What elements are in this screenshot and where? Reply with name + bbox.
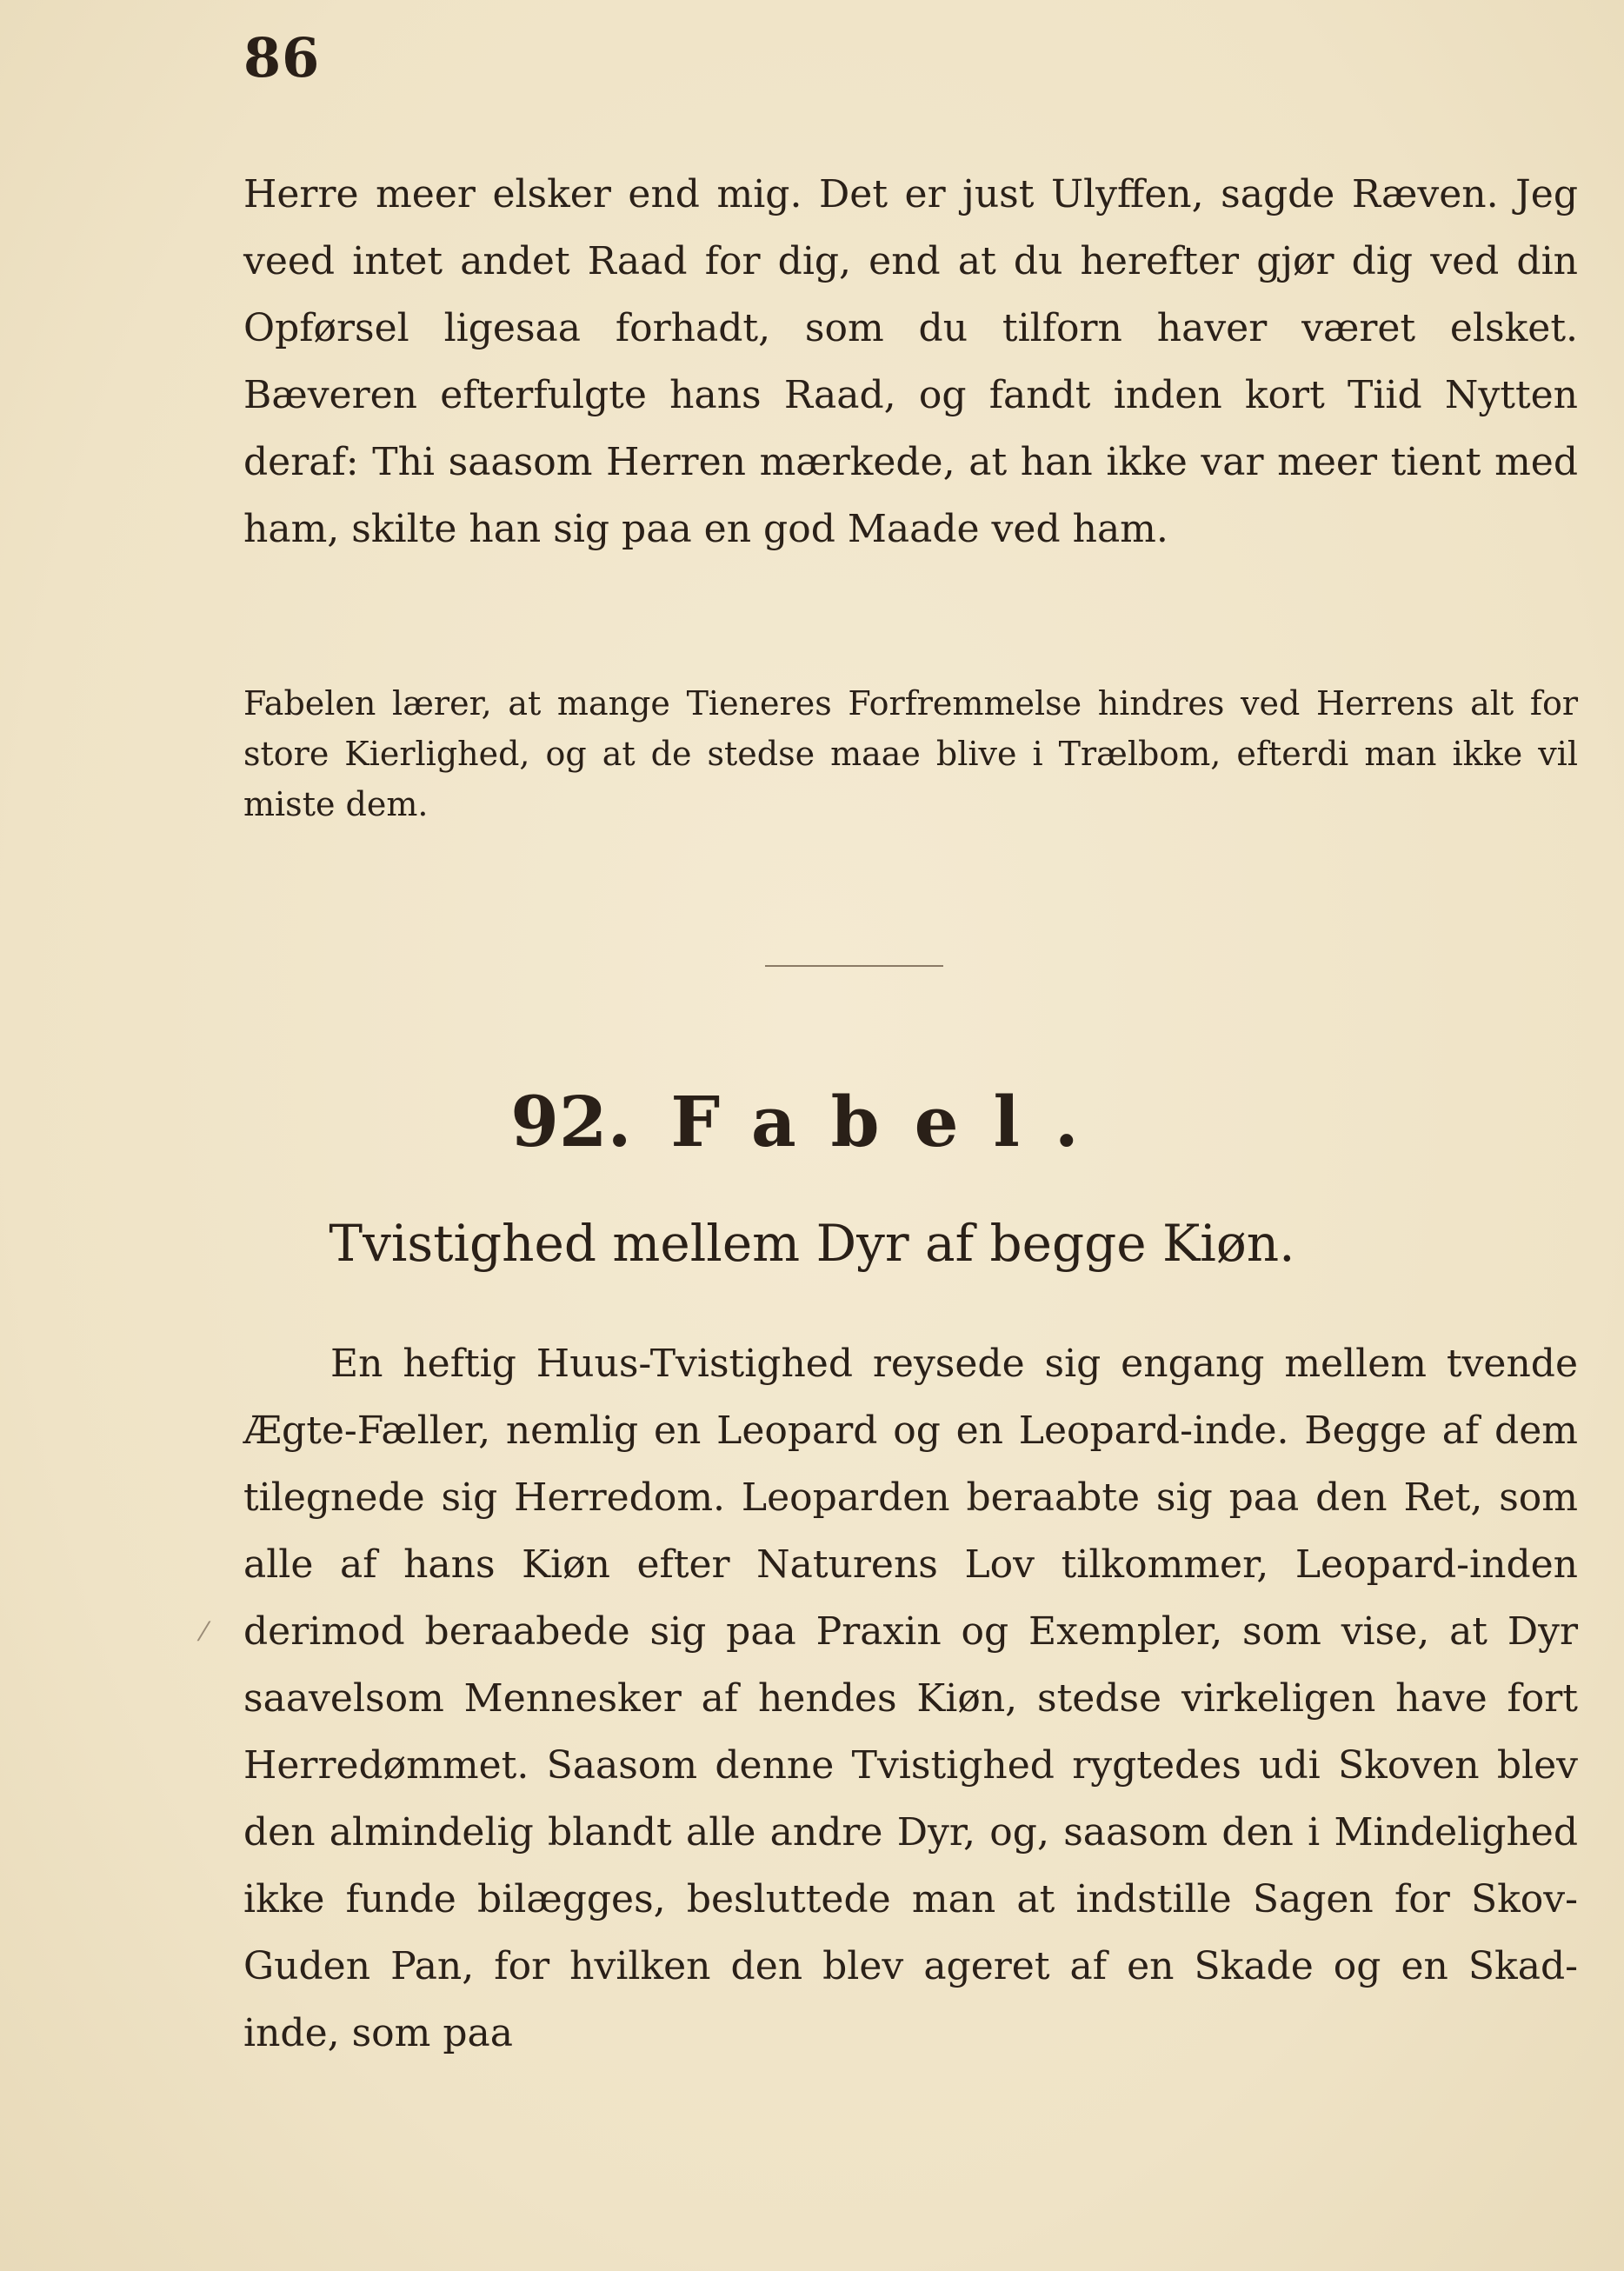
fable-title: Tvistighed mellem Dyr af begge Kiøn. xyxy=(329,1214,1295,1273)
fable-label: Fabel. xyxy=(670,1081,1114,1162)
fable-body xyxy=(243,1330,1578,2067)
previous-fable-moral xyxy=(243,678,1578,829)
fable-paragraph: En heftig Huus-Tvistighed reysede sig engang mellem tvende Ægte-Fæller, nemlig en Leopard og en Leopard-inde. Begge af dem tilegnede sig Herredom. Leoparden beraabte sig paa den Ret, som alle af hans Kiøn efter Naturens Lov tilkommer, Leopard-inden derimod beraabede sig paa Praxin og Exempler, som vise, at Dyr saavelsom Mennesker af hendes Kiøn, stedse virkeligen have fort Herredømmet. Saasom denne Tvistighed rygtedes udi Skoven blev den almindelig blandt alle andre Dyr, og, saasom den i Mindelighed ikke funde bilægges, besluttede man at indstille Sagen for Skov-Guden Pan, for hvilken den blev ageret af en Skade og en Skad-inde, som paa xyxy=(243,1342,1578,2055)
previous-fable-paragraph: Herre meer elsker end mig. Det er just Ulyffen, sagde Ræven. Jeg veed intet andet Raad for dig, end at du herefter gjør dig ved din Opførsel ligesaa forhadt, som du tilforn haver været elsket. Bæveren efterfulgte hans Raad, og fandt inden kort Tiid Nytten deraf: Thi saasom Herren mærkede, at han ikke var meer tient med ham, skilte han sig paa en god Maade ved ham. xyxy=(243,172,1578,551)
previous-fable-body xyxy=(243,161,1578,563)
fable-heading xyxy=(0,1078,1624,1165)
margin-mark: ⁄ xyxy=(202,1617,207,1648)
section-divider xyxy=(765,965,943,967)
page-number: 86 xyxy=(243,26,321,90)
fable-number: 92. xyxy=(510,1081,632,1162)
moral-paragraph: Fabelen lærer, at mange Tieneres Forfremmelse hindres ved Herrens alt for store Kierlighed, og at de stedse maae blive i Trælbom, efterdi man ikke vil miste dem. xyxy=(243,684,1578,823)
